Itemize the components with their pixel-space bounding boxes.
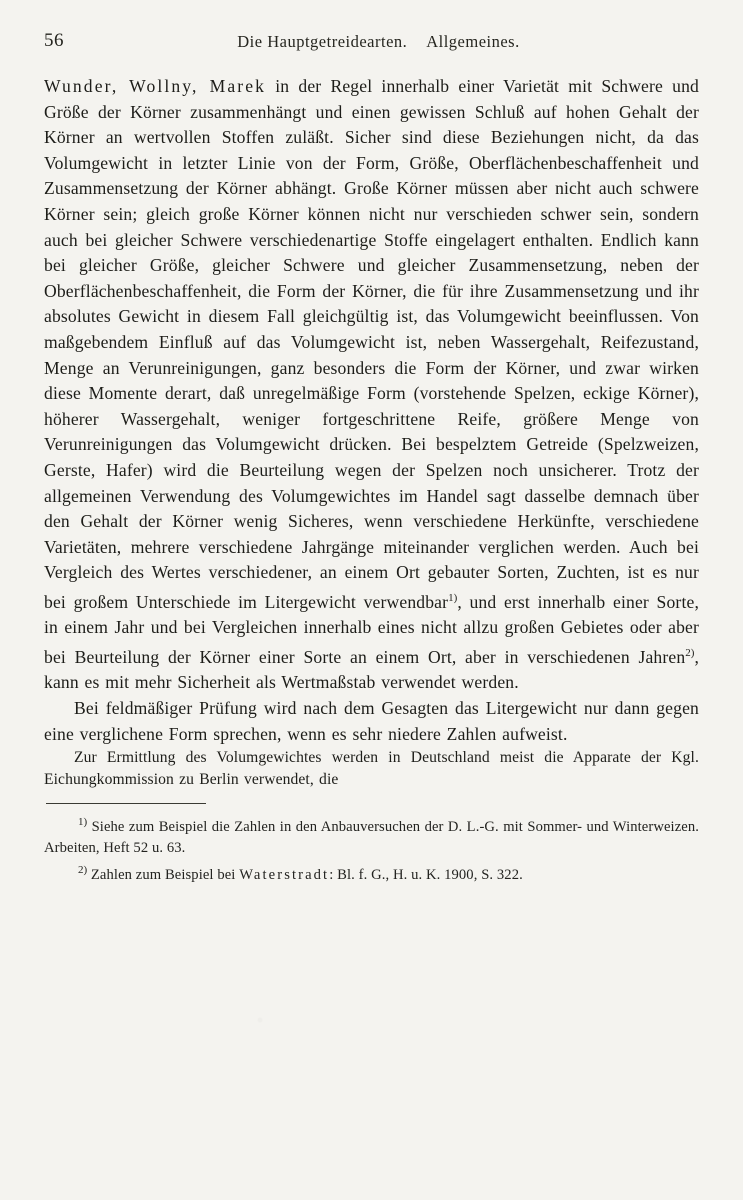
- footnote-2-text-after: : Bl. f. G., H. u. K. 1900, S. 322.: [329, 866, 523, 883]
- paragraph-1-cont: , und erst innerhalb einer Sorte, in einem Jahr und bei Vergleichen innerhalb eines nicht allzu großen Gebietes oder aber bei Beurteilung der Körner einer Sorte an einem Ort, aber in verschiedenen Jahren: [44, 591, 699, 667]
- footnote-2: [44, 860, 699, 885]
- paragraph-1: [44, 74, 699, 696]
- footnote-2-author: Waterstradt: [239, 866, 330, 883]
- page-number: 56: [44, 30, 64, 51]
- footnote-2-text-before: Zahlen zum Beispiel bei: [87, 866, 240, 883]
- running-head: [44, 0, 699, 54]
- paragraph-1-lead: Wunder, Wollny, Marek: [44, 76, 267, 96]
- running-title: [44, 32, 699, 52]
- running-title-part2: Allgemeines.: [426, 32, 520, 51]
- running-title-part1: Die Hauptgetreidearten.: [237, 32, 408, 51]
- footnote-1-marker: 1): [78, 816, 88, 829]
- paragraph-3: Zur Ermittlung des Volumgewichtes werden in Deutschland meist die Apparate der Kgl. Eichungkommission zu Berlin verwendet, die: [44, 749, 699, 789]
- paragraph-1-main: in der Regel innerhalb einer Varietät mit Schwere und Größe der Körner zusammenhängt und einen gewissen Schluß auf hohen Gehalt der Körner an wertvollen Stoffen zuläßt. Sicher sind diese Beziehungen nicht, da das Volumgewicht in letzter Linie von der Form, Größe, Oberflächenbeschaffenheit und Zusammensetzung der Körner abhängt. Große Körner müssen aber nicht auch schwere Körner sein; gleich große Körner können nicht nur verschieden schwer sein, sondern auch bei gleicher Schwere verschiedenartige Stoffe eingelagert enthalten. Endlich kann bei gleicher Größe, gleicher Schwere und gleicher Zusammensetzung, neben der Oberflächenbeschaffenheit, die Form der Körner, die für ihre Zusammensetzung und ihr absolutes Gewicht in diesem Fall gleichgültig ist, das Volumgewicht beeinflussen. Von maßgebendem Einfluß auf das Volumgewicht ist, neben Wassergehalt, Reifezustand, Menge an Verunreinigungen, ganz besonders die Form der Körner, und zwar wirken diese Momente derart, daß unregelmäßige Form (vorstehende Spelzen, eckige Körner), höherer Wassergehalt, weniger fortgeschrittene Reife, größere Menge von Verunreinigungen das Volumgewicht drücken. Bei bespelztem Getreide (Spelzweizen, Gerste, Hafer) wird die Beurteilung wegen der Spelzen noch unsicherer. Trotz der allgemeinen Verwendung des Volumgewichtes im Handel sagt dasselbe demnach über den Gehalt der Körner wenig Sicheres, wenn verschiedene Herkünfte, verschiedene Varietäten, mehrere verschiedene Jahrgänge miteinander verglichen werden. Auch bei Vergleich des Wertes verschiedener, an einem Ort gebauter Sorten, Zuchten, ist es nur bei großem Unterschiede im Litergewicht verwendbar: [44, 76, 699, 612]
- footnote-ref-2[interactable]: 2): [685, 646, 695, 659]
- paragraph-2: Bei feldmäßiger Prüfung wird nach dem Gesagten das Litergewicht nur dann gegen eine verglichene Form sprechen, wenn es sehr niedere Zahlen aufweist.: [44, 697, 699, 744]
- footnote-1: [44, 812, 699, 858]
- footnotes: [44, 812, 699, 885]
- footnote-ref-1[interactable]: 1): [448, 591, 458, 604]
- paragraph-1-end: , kann es mit mehr Sicherheit als Wertmaßstab verwendet werden.: [44, 646, 699, 693]
- footnote-1-text: Siehe zum Beispiel die Zahlen in den Anbauversuchen der D. L.-G. mit Sommer- und Winterweizen. Arbeiten, Heft 52 u. 63.: [44, 819, 699, 856]
- footnote-2-marker: 2): [78, 864, 88, 877]
- body-text: [44, 74, 699, 791]
- footnote-separator-rule: [46, 803, 206, 804]
